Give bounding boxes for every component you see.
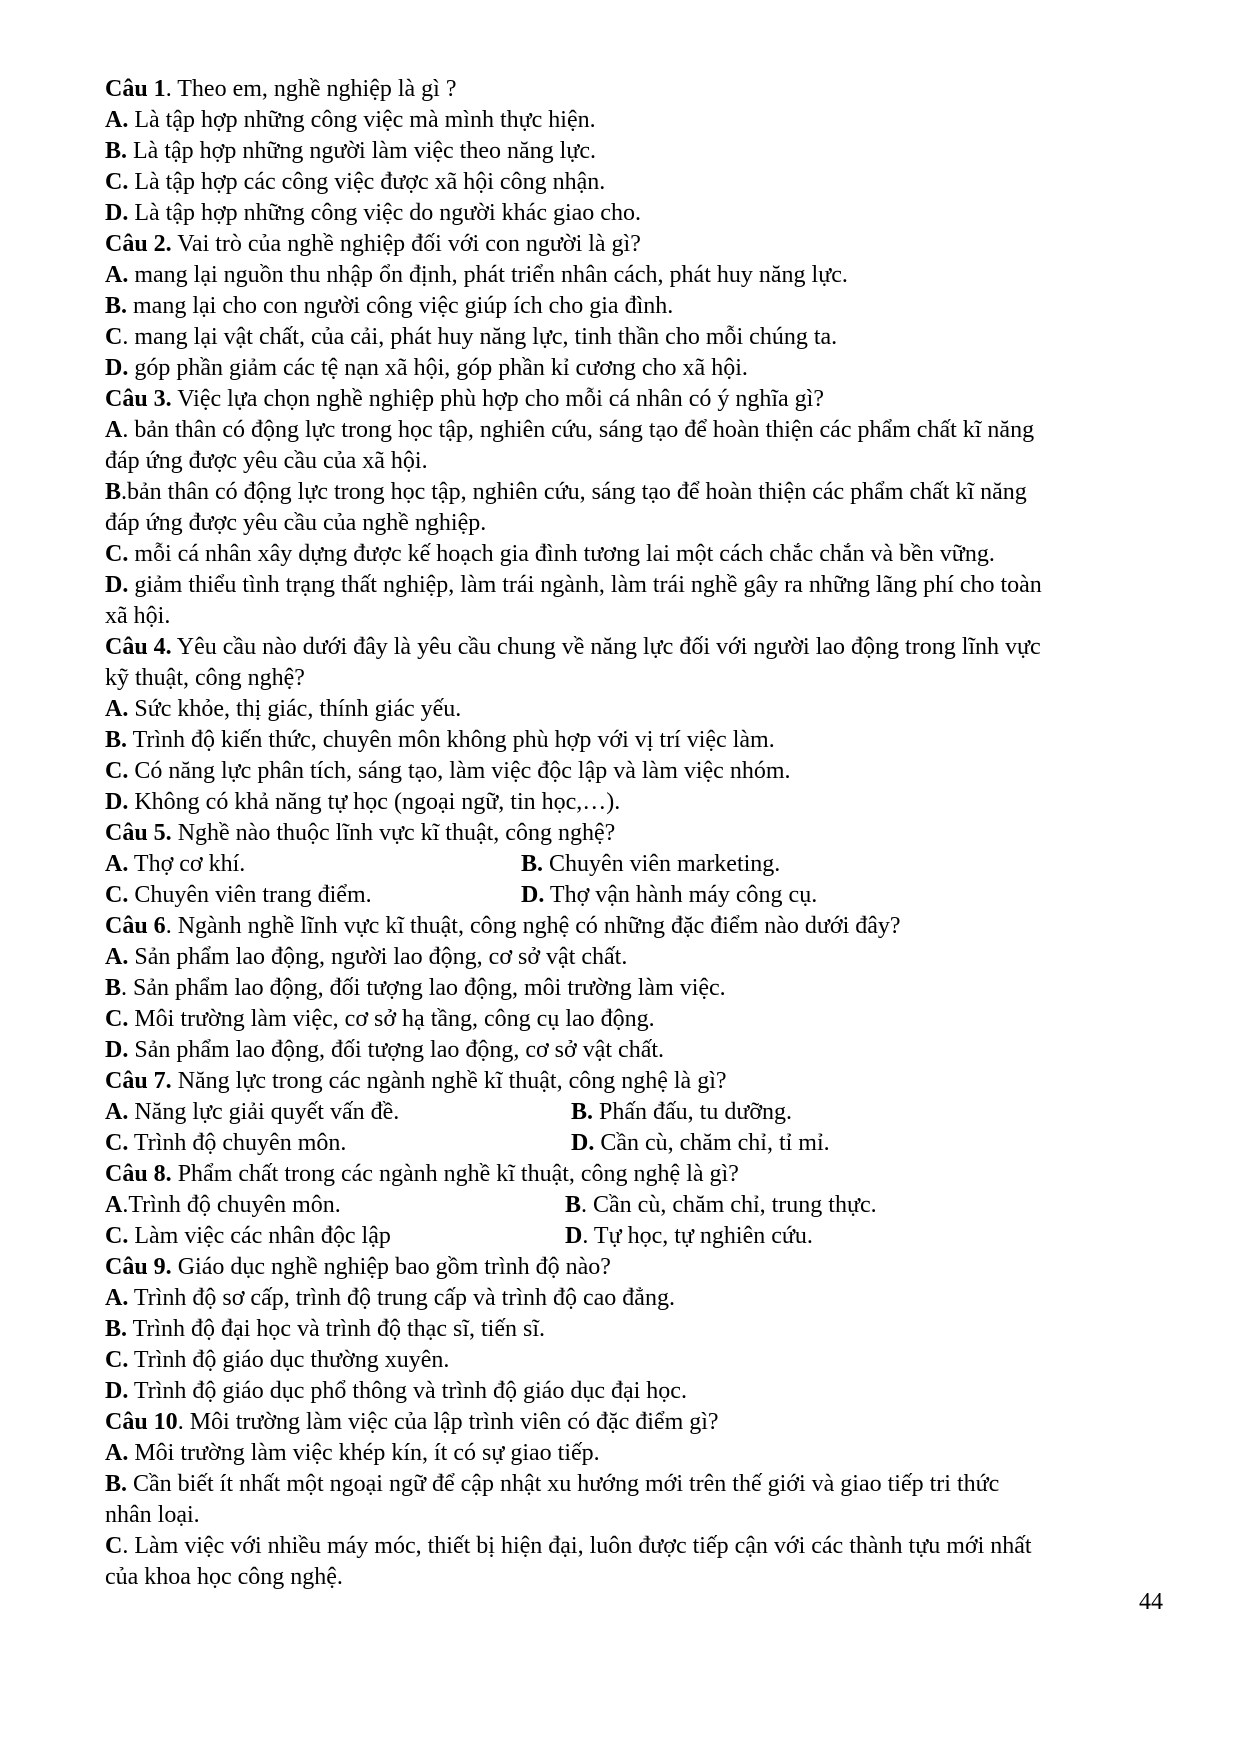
- answer-option: [105, 1469, 1165, 1500]
- question-text: Việc lựa chọn nghề nghiệp phù hợp cho mỗi cá nhân có ý nghĩa gì?: [171, 386, 824, 412]
- answer-text: góp phần giảm các tệ nạn xã hội, góp phần kỉ cương cho xã hội.: [128, 355, 748, 381]
- answer-option: [105, 1531, 1165, 1562]
- answer-option: [565, 1221, 813, 1252]
- question-line: [105, 911, 1165, 942]
- answer-label: A.: [105, 1099, 129, 1125]
- answer-label: C.: [105, 1223, 129, 1249]
- question-text: Nghề nào thuộc lĩnh vực kĩ thuật, công nghệ?: [171, 820, 616, 846]
- answer-option: [105, 1035, 1165, 1066]
- answer-text: Trình độ kiến thức, chuyên môn không phù hợp với vị trí việc làm.: [127, 727, 775, 753]
- question-text: kỹ thuật, công nghệ?: [105, 665, 305, 691]
- answer-text: . Sản phẩm lao động, đối tượng lao động, môi trường làm việc.: [121, 975, 726, 1001]
- answer-row: [105, 880, 1165, 911]
- answer-option: [521, 880, 817, 911]
- answer-option: [105, 570, 1165, 601]
- page-number: 44: [1139, 1589, 1163, 1615]
- quiz-content: [105, 74, 1165, 1593]
- answer-text: đáp ứng được yêu cầu của xã hội.: [105, 448, 428, 474]
- answer-label: C.: [105, 758, 129, 784]
- answer-label: D.: [521, 882, 545, 908]
- answer-label: B.: [105, 1471, 128, 1497]
- answer-option: [105, 353, 1165, 384]
- answer-text: mỗi cá nhân xây dựng được kế hoạch gia đình tương lai một cách chắc chắn và bền vững.: [128, 541, 995, 567]
- answer-text: Là tập hợp những công việc do người khác giao cho.: [128, 200, 641, 226]
- answer-text: Làm việc các nhân độc lập: [128, 1223, 391, 1249]
- answer-option: [105, 1283, 1165, 1314]
- answer-label: D.: [571, 1130, 595, 1156]
- answer-option: [105, 477, 1165, 508]
- question-text: . Theo em, nghề nghiệp là gì ?: [165, 76, 457, 102]
- answer-option: [105, 849, 245, 880]
- answer-label: B.: [105, 727, 128, 753]
- answer-option: [105, 1314, 1165, 1345]
- answer-label: B: [105, 479, 122, 505]
- question-text: Vai trò của nghề nghiệp đối với con người là gì?: [171, 231, 641, 257]
- answer-text: Trình độ đại học và trình độ thạc sĩ, tiến sĩ.: [127, 1316, 545, 1342]
- answer-label: C.: [105, 1130, 129, 1156]
- answer-text: Thợ vận hành máy công cụ.: [544, 882, 818, 908]
- answer-continuation: [105, 446, 1165, 477]
- answer-label: D.: [105, 200, 129, 226]
- answer-option: [105, 136, 1165, 167]
- answer-option: [105, 1190, 341, 1221]
- answer-option: [105, 322, 1165, 353]
- answer-text: Trình độ giáo dục thường xuyên.: [128, 1347, 450, 1373]
- answer-option: [105, 942, 1165, 973]
- question-label: Câu 7.: [105, 1068, 172, 1094]
- answer-label: A: [105, 417, 123, 443]
- question-text: Phẩm chất trong các ngành nghề kĩ thuật, công nghệ là gì?: [171, 1161, 739, 1187]
- question-line: [105, 229, 1165, 260]
- answer-label: A.: [105, 696, 129, 722]
- answer-option: [105, 787, 1165, 818]
- answer-label: D.: [105, 355, 129, 381]
- question-line: [105, 74, 1165, 105]
- answer-row: [105, 1128, 1165, 1159]
- answer-option: [105, 1345, 1165, 1376]
- answer-text: nhân loại.: [105, 1502, 200, 1528]
- answer-option: [105, 1376, 1165, 1407]
- answer-option: [105, 1128, 346, 1159]
- answer-text: mang lại nguồn thu nhập ổn định, phát triển nhân cách, phát huy năng lực.: [128, 262, 848, 288]
- answer-label: C.: [105, 1347, 129, 1373]
- answer-label: B.: [105, 1316, 128, 1342]
- answer-label: A.: [105, 1285, 129, 1311]
- question-label: Câu 5.: [105, 820, 172, 846]
- question-text: . Ngành nghề lĩnh vực kĩ thuật, công nghệ có những đặc điểm nào dưới đây?: [165, 913, 901, 939]
- question-line: [105, 1252, 1165, 1283]
- answer-text: đáp ứng được yêu cầu của nghề nghiệp.: [105, 510, 487, 536]
- answer-text: . bản thân có động lực trong học tập, nghiên cứu, sáng tạo để hoàn thiện các phẩm chất kĩ năng: [122, 417, 1035, 443]
- answer-text: . mang lại vật chất, của cải, phát huy năng lực, tinh thần cho mỗi chúng ta.: [122, 324, 838, 350]
- answer-label: D.: [105, 572, 129, 598]
- answer-label: B.: [105, 138, 128, 164]
- answer-label: A.: [105, 262, 129, 288]
- answer-label: B: [565, 1192, 582, 1218]
- answer-label: A: [105, 1192, 123, 1218]
- answer-text: Cần biết ít nhất một ngoại ngữ để cập nhật xu hướng mới trên thế giới và giao tiếp tri thức: [127, 1471, 1000, 1497]
- question-continuation: [105, 663, 1165, 694]
- answer-label: C.: [105, 882, 129, 908]
- answer-text: . Làm việc với nhiều máy móc, thiết bị hiện đại, luôn được tiếp cận với các thành tựu mới nhất: [122, 1533, 1032, 1559]
- answer-text: Chuyên viên trang điểm.: [128, 882, 372, 908]
- answer-label: B.: [571, 1099, 594, 1125]
- question-label: Câu 2.: [105, 231, 172, 257]
- answer-option: [521, 849, 780, 880]
- answer-continuation: [105, 1500, 1165, 1531]
- answer-option: [105, 880, 372, 911]
- answer-text: .Trình độ chuyên môn.: [122, 1192, 341, 1218]
- answer-option: [571, 1128, 830, 1159]
- answer-text: Trình độ giáo dục phổ thông và trình độ giáo dục đại học.: [128, 1378, 687, 1404]
- question-line: [105, 384, 1165, 415]
- answer-text: giảm thiểu tình trạng thất nghiệp, làm trái ngành, làm trái nghề gây ra những lãng phí cho toàn: [128, 572, 1042, 598]
- answer-option: [565, 1190, 877, 1221]
- answer-option: [105, 415, 1165, 446]
- answer-option: [105, 1438, 1165, 1469]
- question-text: Yêu cầu nào dưới đây là yêu cầu chung về năng lực đối với người lao động trong lĩnh vực: [171, 634, 1041, 660]
- question-label: Câu 4.: [105, 634, 172, 660]
- answer-row: [105, 1190, 1165, 1221]
- question-label: Câu 10: [105, 1409, 178, 1435]
- answer-text: Có năng lực phân tích, sáng tạo, làm việc độc lập và làm việc nhóm.: [128, 758, 791, 784]
- answer-row: [105, 1097, 1165, 1128]
- answer-text: Sản phẩm lao động, đối tượng lao động, cơ sở vật chất.: [128, 1037, 665, 1063]
- answer-label: C.: [105, 1006, 129, 1032]
- answer-text: Không có khả năng tự học (ngoại ngữ, tin học,…).: [128, 789, 621, 815]
- answer-label: A.: [105, 851, 129, 877]
- answer-text: Môi trường làm việc, cơ sở hạ tầng, công cụ lao động.: [128, 1006, 655, 1032]
- answer-option: [105, 291, 1165, 322]
- answer-option: [105, 756, 1165, 787]
- question-line: [105, 632, 1165, 663]
- answer-text: của khoa học công nghệ.: [105, 1564, 343, 1590]
- answer-continuation: [105, 601, 1165, 632]
- answer-text: Sản phẩm lao động, người lao động, cơ sở vật chất.: [128, 944, 628, 970]
- answer-text: Cần cù, chăm chỉ, tỉ mỉ.: [594, 1130, 830, 1156]
- answer-text: Môi trường làm việc khép kín, ít có sự giao tiếp.: [128, 1440, 600, 1466]
- answer-label: C.: [105, 541, 129, 567]
- answer-option: [105, 725, 1165, 756]
- answer-option: [105, 973, 1165, 1004]
- answer-option: [105, 198, 1165, 229]
- answer-label: A.: [105, 1440, 129, 1466]
- question-label: Câu 8.: [105, 1161, 172, 1187]
- answer-label: D.: [105, 789, 129, 815]
- question-line: [105, 1407, 1165, 1438]
- question-text: Năng lực trong các ngành nghề kĩ thuật, công nghệ là gì?: [171, 1068, 727, 1094]
- answer-label: C: [105, 1533, 123, 1559]
- answer-option: [105, 539, 1165, 570]
- answer-label: D: [565, 1223, 583, 1249]
- answer-text: xã hội.: [105, 603, 171, 629]
- answer-label: B.: [105, 293, 128, 319]
- answer-option: [105, 1097, 399, 1128]
- answer-label: C.: [105, 169, 129, 195]
- question-label: Câu 9.: [105, 1254, 172, 1280]
- question-line: [105, 1066, 1165, 1097]
- question-label: Câu 1: [105, 76, 166, 102]
- answer-text: Năng lực giải quyết vấn đề.: [128, 1099, 400, 1125]
- answer-option: [105, 1004, 1165, 1035]
- answer-label: D.: [105, 1037, 129, 1063]
- answer-label: B.: [521, 851, 544, 877]
- answer-option: [105, 167, 1165, 198]
- answer-text: Sức khỏe, thị giác, thính giác yếu.: [128, 696, 462, 722]
- question-label: Câu 3.: [105, 386, 172, 412]
- question-line: [105, 818, 1165, 849]
- question-line: [105, 1159, 1165, 1190]
- answer-option: [105, 694, 1165, 725]
- answer-text: .bản thân có động lực trong học tập, nghiên cứu, sáng tạo để hoàn thiện các phẩm chất kĩ năng: [121, 479, 1027, 505]
- answer-option: [571, 1097, 792, 1128]
- answer-label: B: [105, 975, 122, 1001]
- answer-text: Phấn đấu, tu dưỡng.: [593, 1099, 793, 1125]
- question-text: Giáo dục nghề nghiệp bao gồm trình độ nào?: [171, 1254, 611, 1280]
- answer-text: mang lại cho con người công việc giúp ích cho gia đình.: [127, 293, 674, 319]
- question-text: . Môi trường làm việc của lập trình viên có đặc điểm gì?: [177, 1409, 719, 1435]
- answer-text: . Tự học, tự nghiên cứu.: [582, 1223, 813, 1249]
- answer-text: Là tập hợp các công việc được xã hội công nhận.: [128, 169, 606, 195]
- answer-text: Trình độ chuyên môn.: [128, 1130, 347, 1156]
- answer-text: Là tập hợp những công việc mà mình thực hiện.: [128, 107, 596, 133]
- answer-label: D.: [105, 1378, 129, 1404]
- question-label: Câu 6: [105, 913, 166, 939]
- answer-row: [105, 1221, 1165, 1252]
- answer-label: A.: [105, 944, 129, 970]
- answer-continuation: [105, 1562, 1165, 1593]
- answer-text: Là tập hợp những người làm việc theo năng lực.: [127, 138, 596, 164]
- answer-option: [105, 260, 1165, 291]
- answer-label: C: [105, 324, 123, 350]
- answer-text: Chuyên viên marketing.: [543, 851, 781, 877]
- answer-row: [105, 849, 1165, 880]
- answer-text: Trình độ sơ cấp, trình độ trung cấp và trình độ cao đẳng.: [128, 1285, 675, 1311]
- answer-option: [105, 105, 1165, 136]
- answer-text: Thợ cơ khí.: [128, 851, 246, 877]
- answer-option: [105, 1221, 391, 1252]
- answer-continuation: [105, 508, 1165, 539]
- answer-label: A.: [105, 107, 129, 133]
- answer-text: . Cần cù, chăm chỉ, trung thực.: [581, 1192, 877, 1218]
